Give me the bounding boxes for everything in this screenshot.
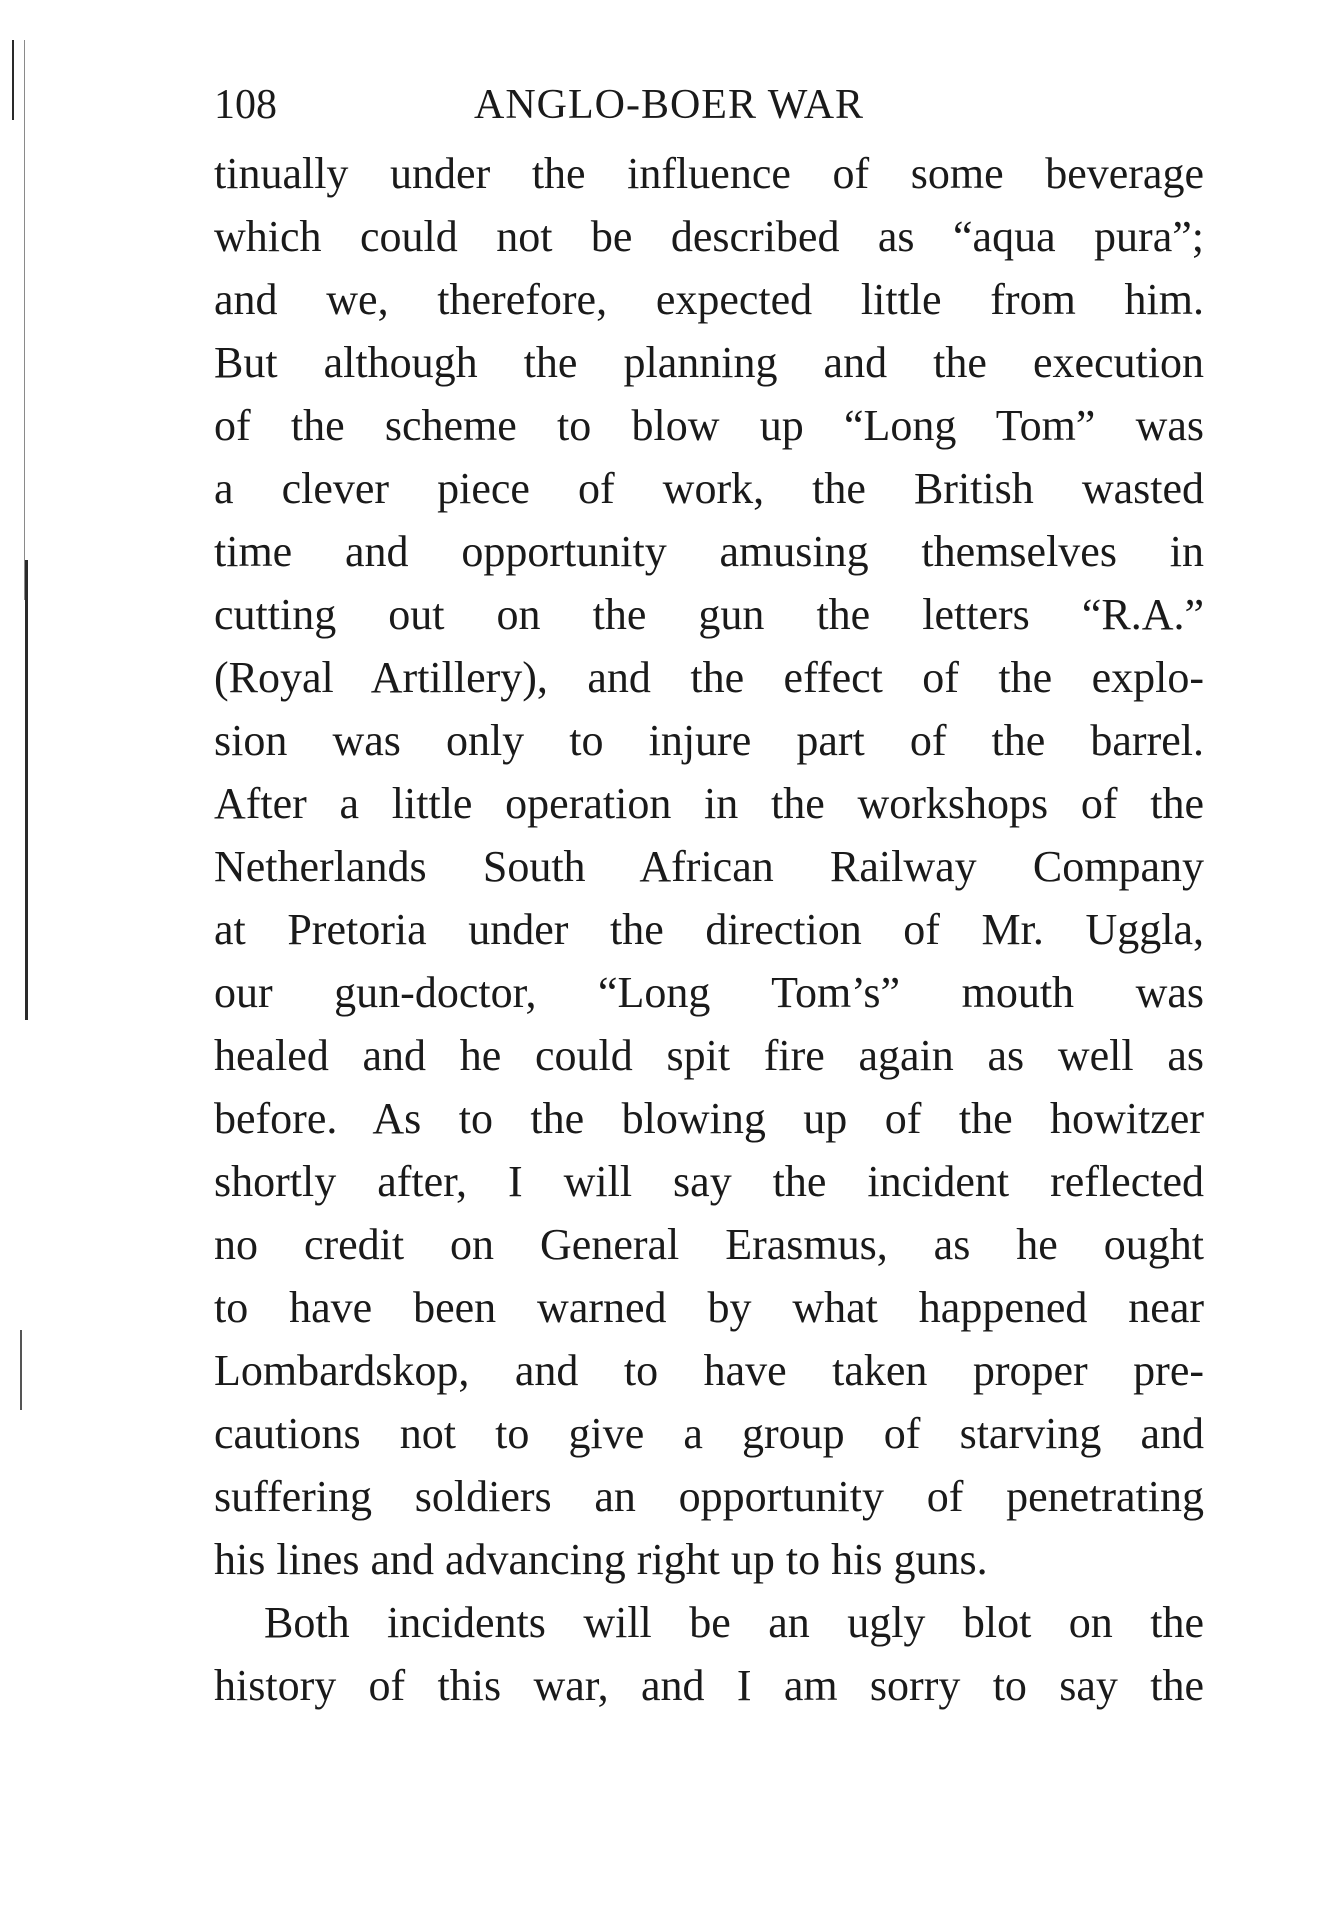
text-line: of the scheme to blow up “Long Tom” was (214, 401, 1204, 450)
text-line: Both incidents will be an ugly blot on the (264, 1598, 1204, 1647)
text-line: But although the planning and the execution (214, 338, 1204, 387)
body-text (214, 142, 1204, 1717)
scan-edge-line (20, 1330, 22, 1410)
text-line: our gun-doctor, “Long Tom’s” mouth was (214, 968, 1204, 1017)
scan-edge-line (24, 40, 25, 600)
paragraph-1 (214, 142, 1204, 1591)
scan-edge-line (12, 40, 14, 120)
text-line: no credit on General Erasmus, as he ought (214, 1220, 1204, 1269)
page-header (214, 70, 1204, 140)
text-line: healed and he could spit fire again as well as (214, 1031, 1204, 1080)
text-line: Lombardskop, and to have taken proper pre- (214, 1346, 1204, 1395)
text-line: suffering soldiers an opportunity of penetrating (214, 1472, 1204, 1521)
text-line: to have been warned by what happened near (214, 1283, 1204, 1332)
text-line: tinually under the influence of some beverage (214, 149, 1204, 198)
running-title: ANGLO-BOER WAR (474, 82, 865, 128)
paragraph-2 (214, 1591, 1204, 1717)
text-line: After a little operation in the workshops of the (214, 779, 1204, 828)
page-number: 108 (214, 82, 277, 128)
text-line: before. As to the blowing up of the howitzer (214, 1094, 1204, 1143)
text-line: and we, therefore, expected little from him. (214, 275, 1204, 324)
text-line: shortly after, I will say the incident reflected (214, 1157, 1204, 1206)
text-line: (Royal Artillery), and the effect of the explo- (214, 653, 1204, 702)
scan-edge-line (25, 560, 28, 1020)
text-line: time and opportunity amusing themselves in (214, 527, 1204, 576)
text-line: cautions not to give a group of starving and (214, 1409, 1204, 1458)
text-line: sion was only to injure part of the barrel. (214, 716, 1204, 765)
text-line: his lines and advancing right up to his guns. (214, 1535, 988, 1584)
text-line: at Pretoria under the direction of Mr. Uggla, (214, 905, 1204, 954)
text-line: history of this war, and I am sorry to say the (214, 1661, 1204, 1710)
text-line: a clever piece of work, the British wasted (214, 464, 1204, 513)
text-line: which could not be described as “aqua pura”; (214, 212, 1204, 261)
text-line: Netherlands South African Railway Company (214, 842, 1204, 891)
text-line: cutting out on the gun the letters “R.A.” (214, 590, 1204, 639)
